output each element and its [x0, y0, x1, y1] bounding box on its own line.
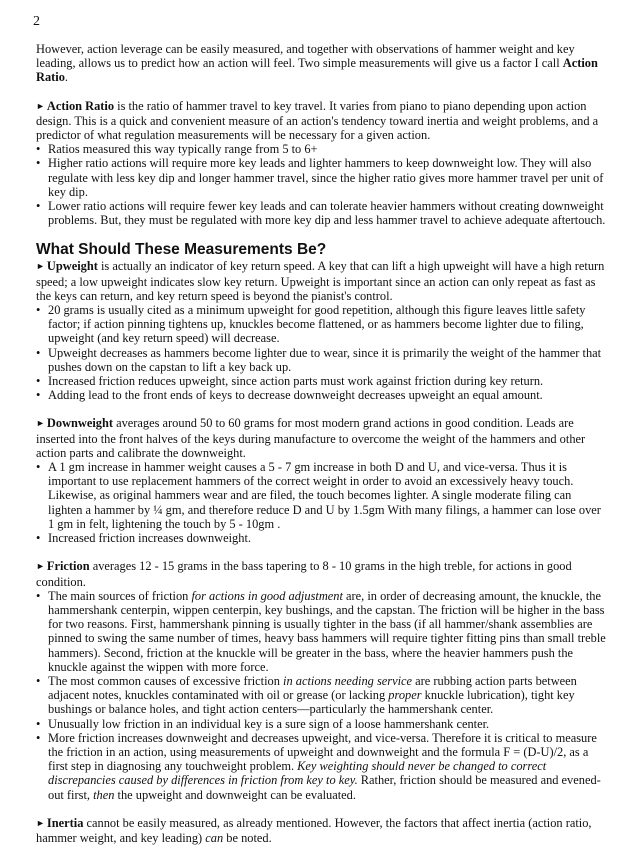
upweight-term: Upweight — [46, 259, 98, 274]
page-content — [36, 42, 608, 845]
action-ratio-term: Action Ratio — [46, 98, 115, 113]
friction-list — [36, 589, 608, 802]
triangle-bullet-icon: ► — [36, 561, 45, 572]
list-item: • More friction increases downweight and decreases upweight, and vice-versa. Therefore it is critical to measure the friction in an action, using measurements of upweight and downweight and the formula F = (D-U)/2, as a first step in diagnosing any touchweight problem. Key weighting should never be changed to correct discrepancies caused by differences in friction from key to key. Rather, friction should be measured and evened-out first, then the upweight and downweight can be evaluated. — [36, 731, 608, 802]
downweight-list — [36, 460, 608, 545]
upweight-list — [36, 303, 608, 402]
list-item: • Increased friction increases downweight. — [36, 531, 608, 545]
action-ratio-paragraph: ► Action Ratio is the ratio of hammer travel to key travel. It varies from piano to piano depending upon action design. This is a quick and convenient measure of an action's tendency toward inertia and weight problems, and a predictor of what regulation measurements will be necessary for a given action. — [36, 98, 599, 143]
upweight-paragraph: ► Upweight is actually an indicator of key return speed. A key that can lift a high upweight will have a high return speed; a low upweight indicates slow key return. Upweight is important since an action can only repeat as fast as the keys can return, and key return speed is beyond the pianist's control. — [36, 259, 605, 303]
list-item: • The most common causes of excessive friction in actions needing service are rubbing action parts between adjacent notes, knuckles contaminated with oil or grease (or lacking proper knuckle lubrication), tight key bushings or balance holes, and tight action centers—particularly the hammershank center. — [36, 674, 608, 717]
section-heading: What Should These Measurements Be? — [36, 241, 327, 259]
list-item: • Increased friction reduces upweight, since action parts must work against friction during key return. — [36, 374, 608, 388]
downweight-term: Downweight — [46, 416, 114, 431]
triangle-bullet-icon: ► — [36, 817, 45, 828]
triangle-bullet-icon: ► — [36, 100, 45, 111]
triangle-bullet-icon: ► — [36, 261, 45, 272]
list-item: • Unusually low friction in an individual key is a sure sign of a loose hammershank center. — [36, 717, 608, 731]
action-ratio-bold: Action Ratio — [36, 56, 598, 85]
list-item: • Upweight decreases as hammers become lighter due to wear, since it is primarily the weight of the hammer that pushes down on the capstan to lift a key back up. — [36, 346, 608, 374]
list-item: • Lower ratio actions will require fewer key leads and can tolerate heavier hammers without creating downweight problems. But, they must be regulated with more key dip and less hammer travel to achieve adequate aftertouch. — [36, 199, 608, 227]
list-item: • Adding lead to the front ends of keys to decrease downweight decreases upweight an equal amount. — [36, 388, 608, 402]
triangle-bullet-icon: ► — [36, 418, 45, 429]
list-item: • Higher ratio actions will require more key leads and lighter hammers to keep downweight low. They will also regulate with less key dip and longer hammer travel, since the higher ratio gives more hammer travel per unit of key dip. — [36, 156, 608, 199]
list-item: • A 1 gm increase in hammer weight causes a 5 - 7 gm increase in both D and U, and vice-versa. Thus it is important to use replacement hammers of the correct weight in order to avoid an excessively heavy touch. Likewise, as original hammers wear and are filed, the touch becomes lighter. A single moderate filing can lighten a hammer by ¼ gm, and therefore reduce D and U by 1.5gm With many filings, a hammer can lose over 1 gm in felt, lightening the touch by 5 - 10gm . — [36, 460, 608, 531]
downweight-paragraph: ► Downweight averages around 50 to 60 grams for most modern grand actions in good condition. Leads are inserted into the front halves of the keys during manufacture to overcome the weight of the hammers and other action parts and calibrate the downweight. — [36, 416, 586, 460]
inertia-term: Inertia — [46, 815, 84, 830]
intro-paragraph: However, action leverage can be easily measured, and together with observations of hammer weight and key leading, allows us to predict how an action will feel. Two simple measurements will give us a factor I call Action Ratio. — [36, 42, 598, 85]
page-number: 2 — [33, 14, 40, 29]
friction-paragraph: ► Friction averages 12 - 15 grams in the bass tapering to 8 - 10 grams in the high treble, for actions in good condition. — [36, 559, 572, 589]
inertia-paragraph: ► Inertia cannot be easily measured, as already mentioned. However, the factors that affect inertia (action ratio, hammer weight, and key leading) can be noted. — [36, 815, 592, 845]
list-item: • 20 grams is usually cited as a minimum upweight for good repetition, although this figure leaves little safety factor; if action pinning tightens up, knuckles become flattened, or as hammers become lighter due to filing, upweight (and key return speed) will decrease. — [36, 303, 608, 346]
list-item: • The main sources of friction for actions in good adjustment are, in order of decreasing amount, the knuckle, the hammershank centerpin, wippen centerpin, key bushings, and the capstan. The friction will be higher in the bass for two reasons. First, hammershank pinning is usually tighter in the bass (if all hammer/shank assemblies are pinned to swing the same number of times, heavy bass hammers will require tighter fitting pins than small treble hammers). Second, friction at the knuckle will be greater in the bass, where the heavier hammers push the knuckle against the wippen with more force. — [36, 589, 608, 674]
list-item: • Ratios measured this way typically range from 5 to 6+ — [36, 142, 608, 156]
action-ratio-list — [36, 142, 608, 227]
friction-term: Friction — [46, 559, 90, 574]
